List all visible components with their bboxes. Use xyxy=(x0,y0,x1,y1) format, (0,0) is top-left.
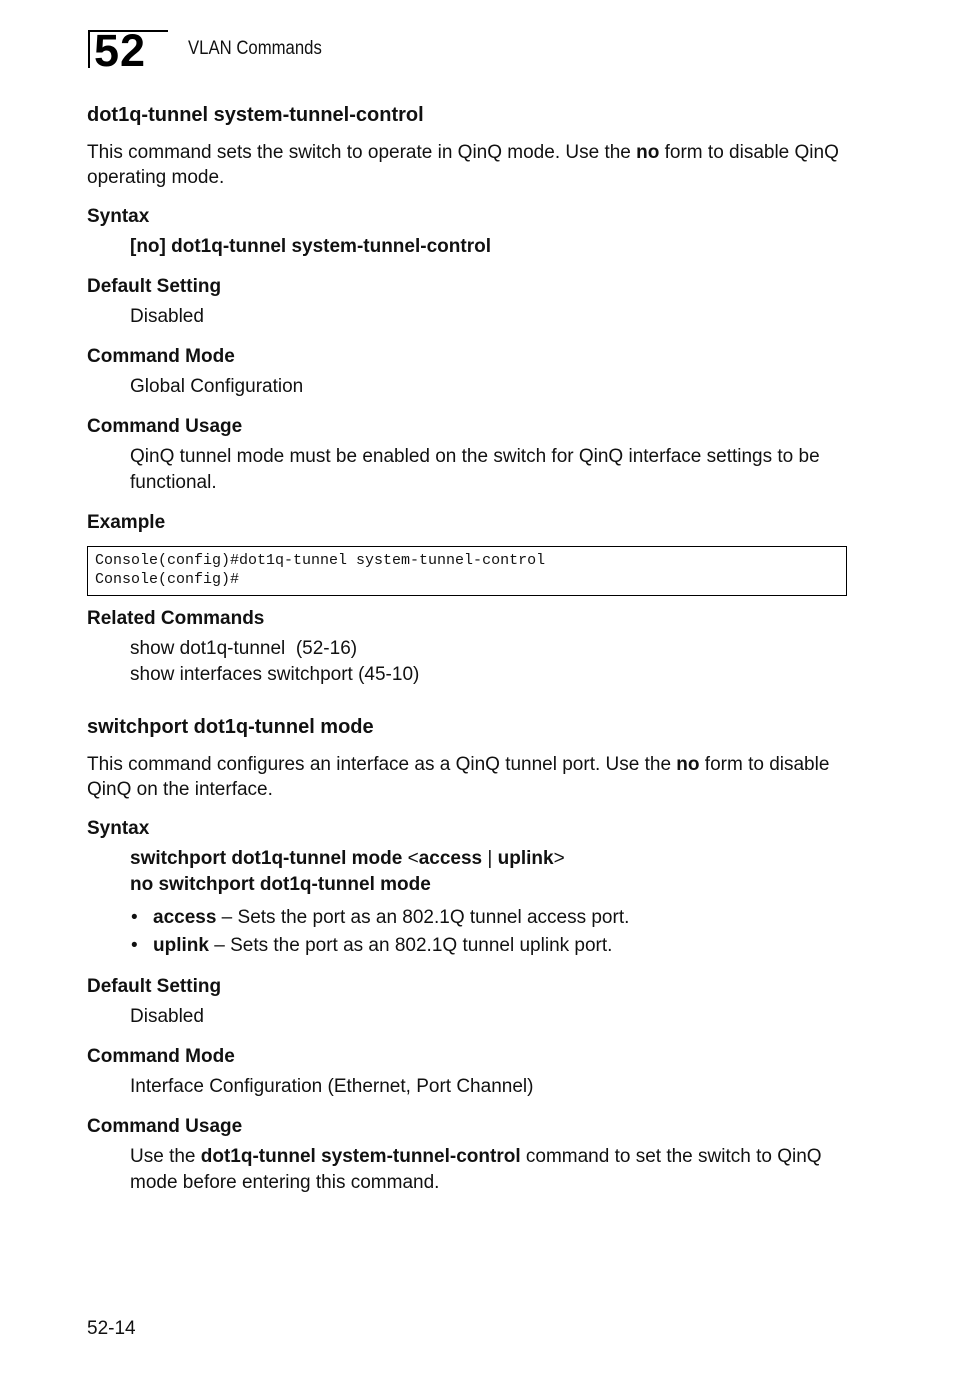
list-item: • access – Sets the port as an 802.1Q tunnel access port. xyxy=(131,907,630,928)
code-example xyxy=(87,546,847,596)
code-line: Console(config)# xyxy=(95,571,240,588)
syntax-text: no switchport dot1q-tunnel mode xyxy=(130,874,431,895)
syntax-text: [no] dot1q-tunnel system-tunnel-control xyxy=(130,236,491,257)
mode-heading: Command Mode xyxy=(87,1046,235,1067)
related-item: show dot1q-tunnel (52-16) xyxy=(130,638,358,659)
related-heading: Related Commands xyxy=(87,608,265,629)
page-content xyxy=(87,102,847,1210)
usage-text: Use the dot1q-tunnel system-tunnel-control command to set the switch to QinQ mode before entering this command. xyxy=(130,1146,822,1193)
syntax-heading: Syntax xyxy=(87,206,150,227)
mode-value: Interface Configuration (Ethernet, Port Channel) xyxy=(130,1076,534,1097)
default-heading: Default Setting xyxy=(87,276,222,297)
command-description: This command configures an interface as a QinQ tunnel port. Use the no form to disable QinQ on the interface. xyxy=(87,754,830,800)
default-heading: Default Setting xyxy=(87,976,222,997)
syntax-section xyxy=(87,816,847,960)
code-line: Console(config)#dot1q-tunnel system-tunnel-control xyxy=(95,552,546,569)
default-section xyxy=(87,274,847,330)
syntax-heading: Syntax xyxy=(87,818,150,839)
mode-value: Global Configuration xyxy=(130,376,304,397)
usage-text: QinQ tunnel mode must be enabled on the switch for QinQ interface settings to be functional. xyxy=(130,446,820,493)
page-number: 52-14 xyxy=(87,1318,136,1339)
list-item: • uplink – Sets the port as an 802.1Q tunnel uplink port. xyxy=(131,935,613,956)
mode-section xyxy=(87,344,847,400)
example-section xyxy=(87,510,847,596)
usage-heading: Command Usage xyxy=(87,1116,243,1137)
usage-section xyxy=(87,414,847,496)
chapter-number: 52 xyxy=(88,30,168,68)
mode-section xyxy=(87,1044,847,1100)
chapter-title: VLAN Commands xyxy=(188,38,322,59)
usage-section xyxy=(87,1114,847,1196)
usage-heading: Command Usage xyxy=(87,416,243,437)
command-description: This command sets the switch to operate in QinQ mode. Use the no form to disable QinQ operating mode. xyxy=(87,142,839,188)
mode-heading: Command Mode xyxy=(87,346,235,367)
default-section xyxy=(87,974,847,1030)
parameter-list xyxy=(87,904,847,960)
default-value: Disabled xyxy=(130,1006,204,1027)
syntax-section xyxy=(87,204,847,260)
related-item: show interfaces switchport (45-10) xyxy=(130,664,420,685)
example-heading: Example xyxy=(87,512,166,533)
command-title: dot1q-tunnel system-tunnel-control xyxy=(87,104,424,126)
command-title: switchport dot1q-tunnel mode xyxy=(87,716,374,738)
syntax-text: switchport dot1q-tunnel mode <access | uplink> xyxy=(130,848,565,869)
related-section xyxy=(87,606,847,688)
default-value: Disabled xyxy=(130,306,204,327)
